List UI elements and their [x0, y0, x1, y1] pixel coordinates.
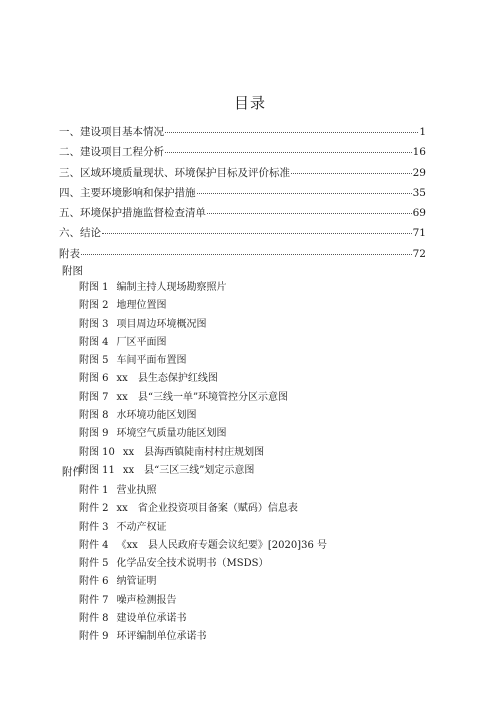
figure-item-title: 编制主持人现场勘察照片 — [116, 282, 227, 293]
figures-list — [79, 279, 288, 480]
figure-item-title: xx 县“三线一单”环境管控分区示意图 — [116, 391, 289, 403]
figure-item-number: 附图 5 — [79, 355, 109, 367]
attachment-item-title: 化学品安全技术说明书（MSDS） — [116, 558, 269, 570]
attachment-item — [79, 500, 327, 518]
toc-entry[interactable] — [59, 142, 426, 162]
attachment-item — [79, 537, 327, 555]
figure-item-number: 附图 11 — [79, 464, 115, 476]
attachment-item-title: xx 省企业投资项目备案（赋码）信息表 — [116, 503, 298, 515]
figure-item-number: 附图 1 — [79, 282, 109, 293]
attachment-item-number: 附件 7 — [79, 594, 109, 606]
toc-entry[interactable] — [59, 203, 426, 223]
toc-entry[interactable] — [59, 122, 426, 142]
figure-item-number: 附图 9 — [79, 428, 109, 440]
figure-item — [79, 352, 288, 370]
toc-entry-page: 69 — [412, 207, 426, 220]
toc-dot-leader — [102, 232, 412, 234]
toc-entry-label: 二、建设项目工程分析 — [59, 146, 164, 159]
figure-item-title: xx 县“三区三线”划定示意图 — [122, 464, 255, 476]
table-of-contents — [59, 122, 426, 264]
attachment-item — [79, 610, 327, 628]
toc-entry-label: 四、主要环境影响和保护措施 — [59, 186, 196, 199]
toc-entry-label: 五、环境保护措施监督检查清单 — [59, 207, 206, 220]
toc-entry-page: 29 — [412, 166, 426, 179]
figure-item — [79, 370, 288, 388]
figure-item-title: 地理位置图 — [116, 300, 167, 312]
figure-item-number: 附图 4 — [79, 336, 109, 348]
toc-entry-page: 35 — [412, 186, 426, 199]
attachment-item-title: 建设单位承诺书 — [116, 613, 187, 625]
figure-item-number: 附图 3 — [79, 318, 109, 330]
attachment-item-number: 附件 8 — [79, 613, 109, 625]
figures-heading: 附图 — [62, 265, 83, 277]
figure-item-title: xx 县生态保护红线图 — [116, 373, 218, 385]
figure-item-title: xx 县海西镇陡南村村庄规划图 — [122, 446, 265, 458]
toc-dot-leader — [81, 253, 412, 255]
toc-entry-page: 71 — [412, 227, 426, 240]
attachment-item-number: 附件 1 — [79, 485, 109, 496]
figure-item — [79, 462, 288, 480]
attachment-item — [79, 519, 327, 537]
toc-entry[interactable] — [59, 163, 426, 183]
toc-entry-label: 三、区域环境质量现状、环境保护目标及评价标准 — [59, 166, 290, 179]
attachment-item-title: 营业执照 — [116, 485, 157, 496]
figure-item — [79, 444, 288, 462]
toc-entry-page: 1 — [419, 126, 426, 138]
attachment-item — [79, 592, 327, 610]
figure-item-number: 附图 7 — [79, 391, 109, 403]
toc-dot-leader — [197, 192, 412, 194]
page-title: 目录 — [233, 94, 266, 112]
figure-item-title: 车间平面布置图 — [116, 355, 187, 367]
attachments-heading: 附件 — [62, 466, 83, 478]
figure-item — [79, 407, 288, 425]
attachment-item-number: 附件 3 — [79, 521, 109, 533]
toc-dot-leader — [165, 151, 412, 153]
toc-dot-leader — [165, 131, 418, 133]
attachment-item — [79, 573, 327, 591]
attachments-list — [79, 482, 327, 647]
attachment-item — [79, 482, 327, 500]
attachment-item-title: 《xx 县人民政府专题会议纪要》[2020]36 号 — [116, 539, 327, 551]
toc-entry-page: 72 — [412, 247, 426, 260]
toc-entry[interactable] — [59, 223, 426, 243]
attachment-item-title: 环评编制单位承诺书 — [116, 631, 207, 643]
attachment-item — [79, 628, 327, 646]
attachment-item-title: 噪声检测报告 — [116, 594, 177, 606]
toc-entry-label: 六、结论 — [59, 227, 101, 240]
attachment-item-number: 附件 9 — [79, 631, 109, 643]
figure-item-number: 附图 2 — [79, 300, 109, 312]
attachment-item-number: 附件 6 — [79, 576, 109, 588]
toc-entry[interactable] — [59, 244, 426, 264]
figure-item-number: 附图 8 — [79, 410, 109, 422]
figure-item — [79, 425, 288, 443]
figure-item-title: 项目周边环境概况图 — [116, 318, 207, 330]
figure-item — [79, 316, 288, 334]
figure-item — [79, 334, 288, 352]
attachment-item-number: 附件 5 — [79, 558, 109, 570]
toc-entry[interactable] — [59, 183, 426, 203]
toc-dot-leader — [291, 172, 412, 174]
attachment-item-number: 附件 2 — [79, 503, 109, 515]
toc-entry-label: 附表 — [59, 247, 80, 260]
attachment-item-title: 纳管证明 — [116, 576, 157, 588]
toc-entry-page: 16 — [412, 146, 426, 159]
attachment-item-title: 不动产权证 — [116, 521, 167, 533]
figure-item — [79, 297, 288, 315]
toc-entry-label: 一、建设项目基本情况 — [59, 126, 164, 138]
figure-item — [79, 389, 288, 407]
figure-item — [79, 279, 288, 297]
figure-item-title: 水环境功能区划图 — [116, 410, 197, 422]
figure-item-number: 附图 6 — [79, 373, 109, 385]
toc-dot-leader — [207, 212, 412, 214]
attachment-item — [79, 555, 327, 573]
figure-item-title: 环境空气质量功能区划图 — [116, 428, 227, 440]
figure-item-title: 厂区平面图 — [116, 336, 167, 348]
figure-item-number: 附图 10 — [79, 446, 115, 458]
attachment-item-number: 附件 4 — [79, 539, 109, 551]
